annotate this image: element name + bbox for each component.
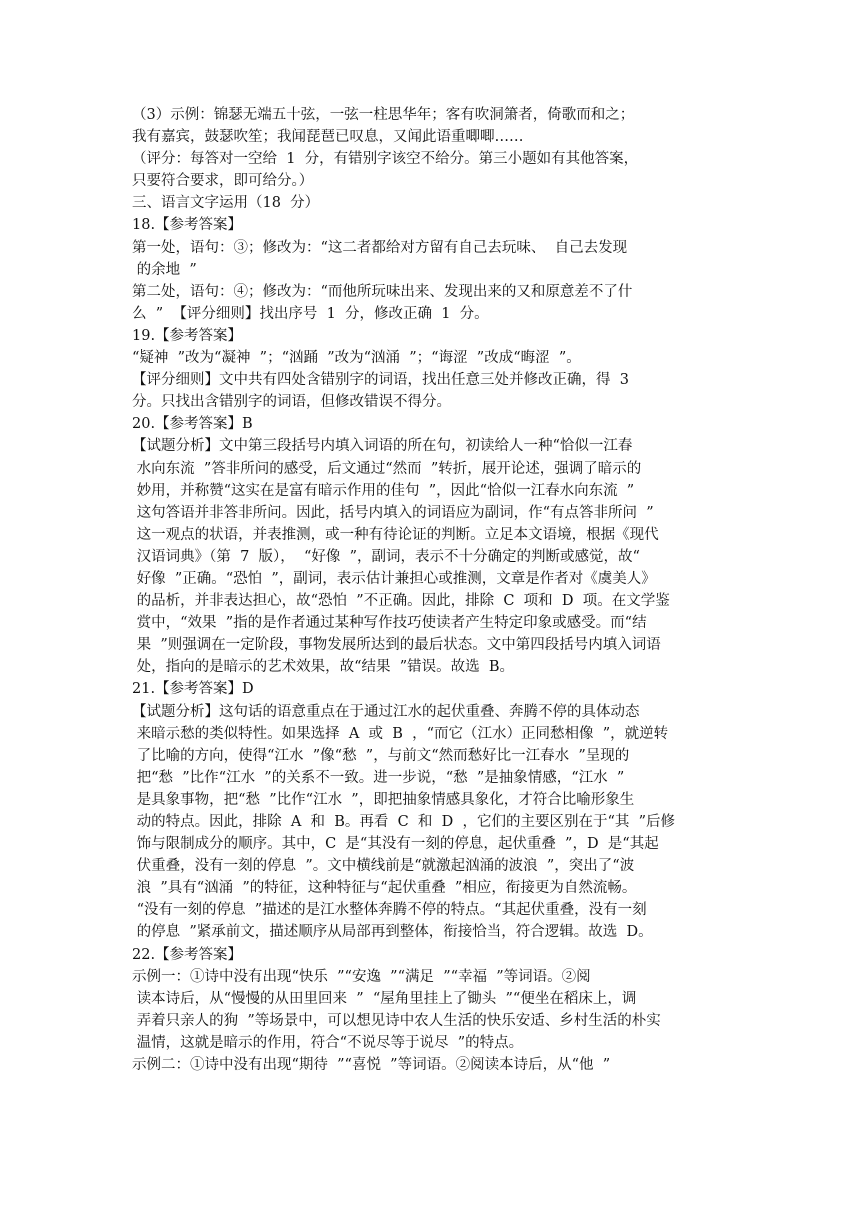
text-line: 温情，这就是暗示的作用，符合“不说尽等于说尽 ”的特点。 — [132, 1034, 524, 1051]
text-line: （3）示例：锦瑟无端五十弦，一弦一柱思华年；客有吹洞箫者，倚歌而和之； — [132, 107, 635, 123]
text-line: 把“愁 ”比作“江水 ”的关系不一致。进一步说，“愁 ”是抽象情感，“江水 ” — [132, 769, 625, 786]
text-line: 汉语词典》（第 7 版）， “好像 ”，副词，表示不十分确定的判断或感觉，故“ — [132, 548, 640, 565]
text-line: 18.【参考答案】 — [132, 217, 243, 234]
text-line: 第一处，语句：③；修改为：“这二者都给对方留有自己去玩味、 自己去发现 — [132, 239, 628, 256]
text-line: 只要符合要求，即可给分。） — [132, 173, 314, 190]
text-line: 来暗示愁的类似特性。如果选择 A 或 B ，“而它（江水）正同愁相像 ”，就逆转 — [132, 725, 669, 742]
text-line: 【评分细则】文中共有四处含错别字的词语，找出任意三处并修改正确，得 3 — [132, 372, 629, 389]
text-line: 妙用，并称赞“这实在是富有暗示作用的佳句 ”，因此“恰似一江春水向东流 ” — [132, 482, 635, 499]
text-line: 21.【参考答案】D — [132, 681, 254, 698]
text-line: 好像 ”正确。“恐怕 ”，副词，表示估计兼担心或推测，文章是作者对《虞美人》 — [132, 570, 656, 587]
text-line: “没有一刻的停息 ”描述的是江水整体奔腾不停的特点。“其起伏重叠，没有一刻 — [132, 902, 647, 919]
text-line: 第二处，语句：④；修改为：“而他所玩味出来、发现出来的又和原意差不了什 — [132, 283, 633, 300]
text-line: 处，指向的是暗示的艺术效果，故“结果 ”错误。故选 B。 — [132, 659, 515, 676]
text-line: 【试题分析】这句话的语意重点在于通过江水的起伏重叠、奔腾不停的具体动态 — [132, 703, 640, 720]
text-line: 这一观点的状语，并表推测，或一种有待论证的判断。立足本文语境，根据《现代 — [132, 526, 659, 543]
text-line: 20.【参考答案】B — [132, 416, 253, 433]
text-line: 伏重叠，没有一刻的停息 ”。文中横线前是“就激起汹涌的波浪 ”，突出了“波 — [132, 858, 635, 875]
text-line: 弄着只亲人的狗 ”等场景中，可以想见诗中农人生活的快乐安适、乡村生活的朴实 — [132, 1012, 661, 1029]
text-line: 饰与限制成分的顺序。其中，C 是“其没有一刻的停息，起伏重叠 ”，D 是“其起 — [132, 836, 659, 853]
text-line: 19.【参考答案】 — [132, 327, 243, 344]
text-line: 分。只找出含错别字的词语，但修改错误不得分。 — [132, 394, 451, 411]
text-line: “疑神 ”改为“凝神 ”；“汹踊 ”改为“汹涌 ”；“诲涩 ”改成“晦涩 ”。 — [132, 350, 581, 367]
text-line: 么 ” 【评分细则】找出序号 1 分，修改正确 1 分。 — [132, 305, 489, 322]
text-line: 浪 ”具有“汹涌 ”的特征，这种特征与“起伏重叠 ”相应，衔接更为自然流畅。 — [132, 880, 637, 897]
text-line: 果 ”则强调在一定阶段，事物发展所达到的最后状态。文中第四段括号内填入词语 — [132, 637, 661, 654]
text-line: 的停息 ”紧承前文，描述顺序从局部再到整体，衔接恰当，符合逻辑。故选 D。 — [132, 924, 653, 941]
text-line: 示例一：①诗中没有出现“快乐 ”“安逸 ”“满足 ”“幸福 ”等词语。②阅 — [132, 968, 591, 985]
text-line: 了比喻的方向，使得“江水 ”像“愁 ”，与前文“然而愁好比一江春水 ”呈现的 — [132, 747, 630, 764]
text-line: 示例二：①诗中没有出现“期待 ”“喜悦 ”等词语。②阅读本诗后，从“他 ” — [132, 1057, 611, 1074]
text-line: 是具象事物，把“愁 ”比作“江水 ”，即把抽象情感具象化，才符合比喻形象生 — [132, 791, 635, 808]
text-line: 我有嘉宾，鼓瑟吹笙；我闻琵琶已叹息，又闻此语重唧唧…… — [132, 129, 524, 146]
text-line: 【试题分析】文中第三段括号内填入词语的所在句，初读给人一种“恰似一江春 — [132, 438, 633, 455]
text-line: 水向东流 ”答非所问的感受，后文通过“然而 ”转折，展开论述，强调了暗示的 — [132, 460, 642, 477]
text-line: 三、语言文字运用（18 分） — [132, 195, 320, 212]
answer-text-body — [132, 104, 712, 1076]
text-line: 22.【参考答案】 — [132, 946, 243, 963]
text-line: 读本诗后，从“慢慢的从田里回来 ” “屋角里挂上了锄头 ”“便坐在稻床上，调 — [132, 990, 637, 1007]
text-line: （评分：每答对一空给 1 分，有错别字该空不给分。第三小题如有其他答案， — [132, 151, 639, 168]
text-line: 的品析，并非表达担心，故“恐怕 ”不正确。因此，排除 C 项和 D 项。在文学鉴 — [132, 593, 670, 610]
text-line: 的余地 ” — [132, 261, 197, 278]
text-line: 这句答语并非答非所问。因此，括号内填入的词语应为副词，作“有点答非所问 ” — [132, 504, 654, 521]
text-line: 动的特点。因此，排除 A 和 B。再看 C 和 D ，它们的主要区别在于“其 ”后修 — [132, 814, 676, 830]
text-line: 赏中，“效果 ”指的是作者通过某种写作技巧使读者产生特定印象或感受。而“结 — [132, 615, 647, 632]
